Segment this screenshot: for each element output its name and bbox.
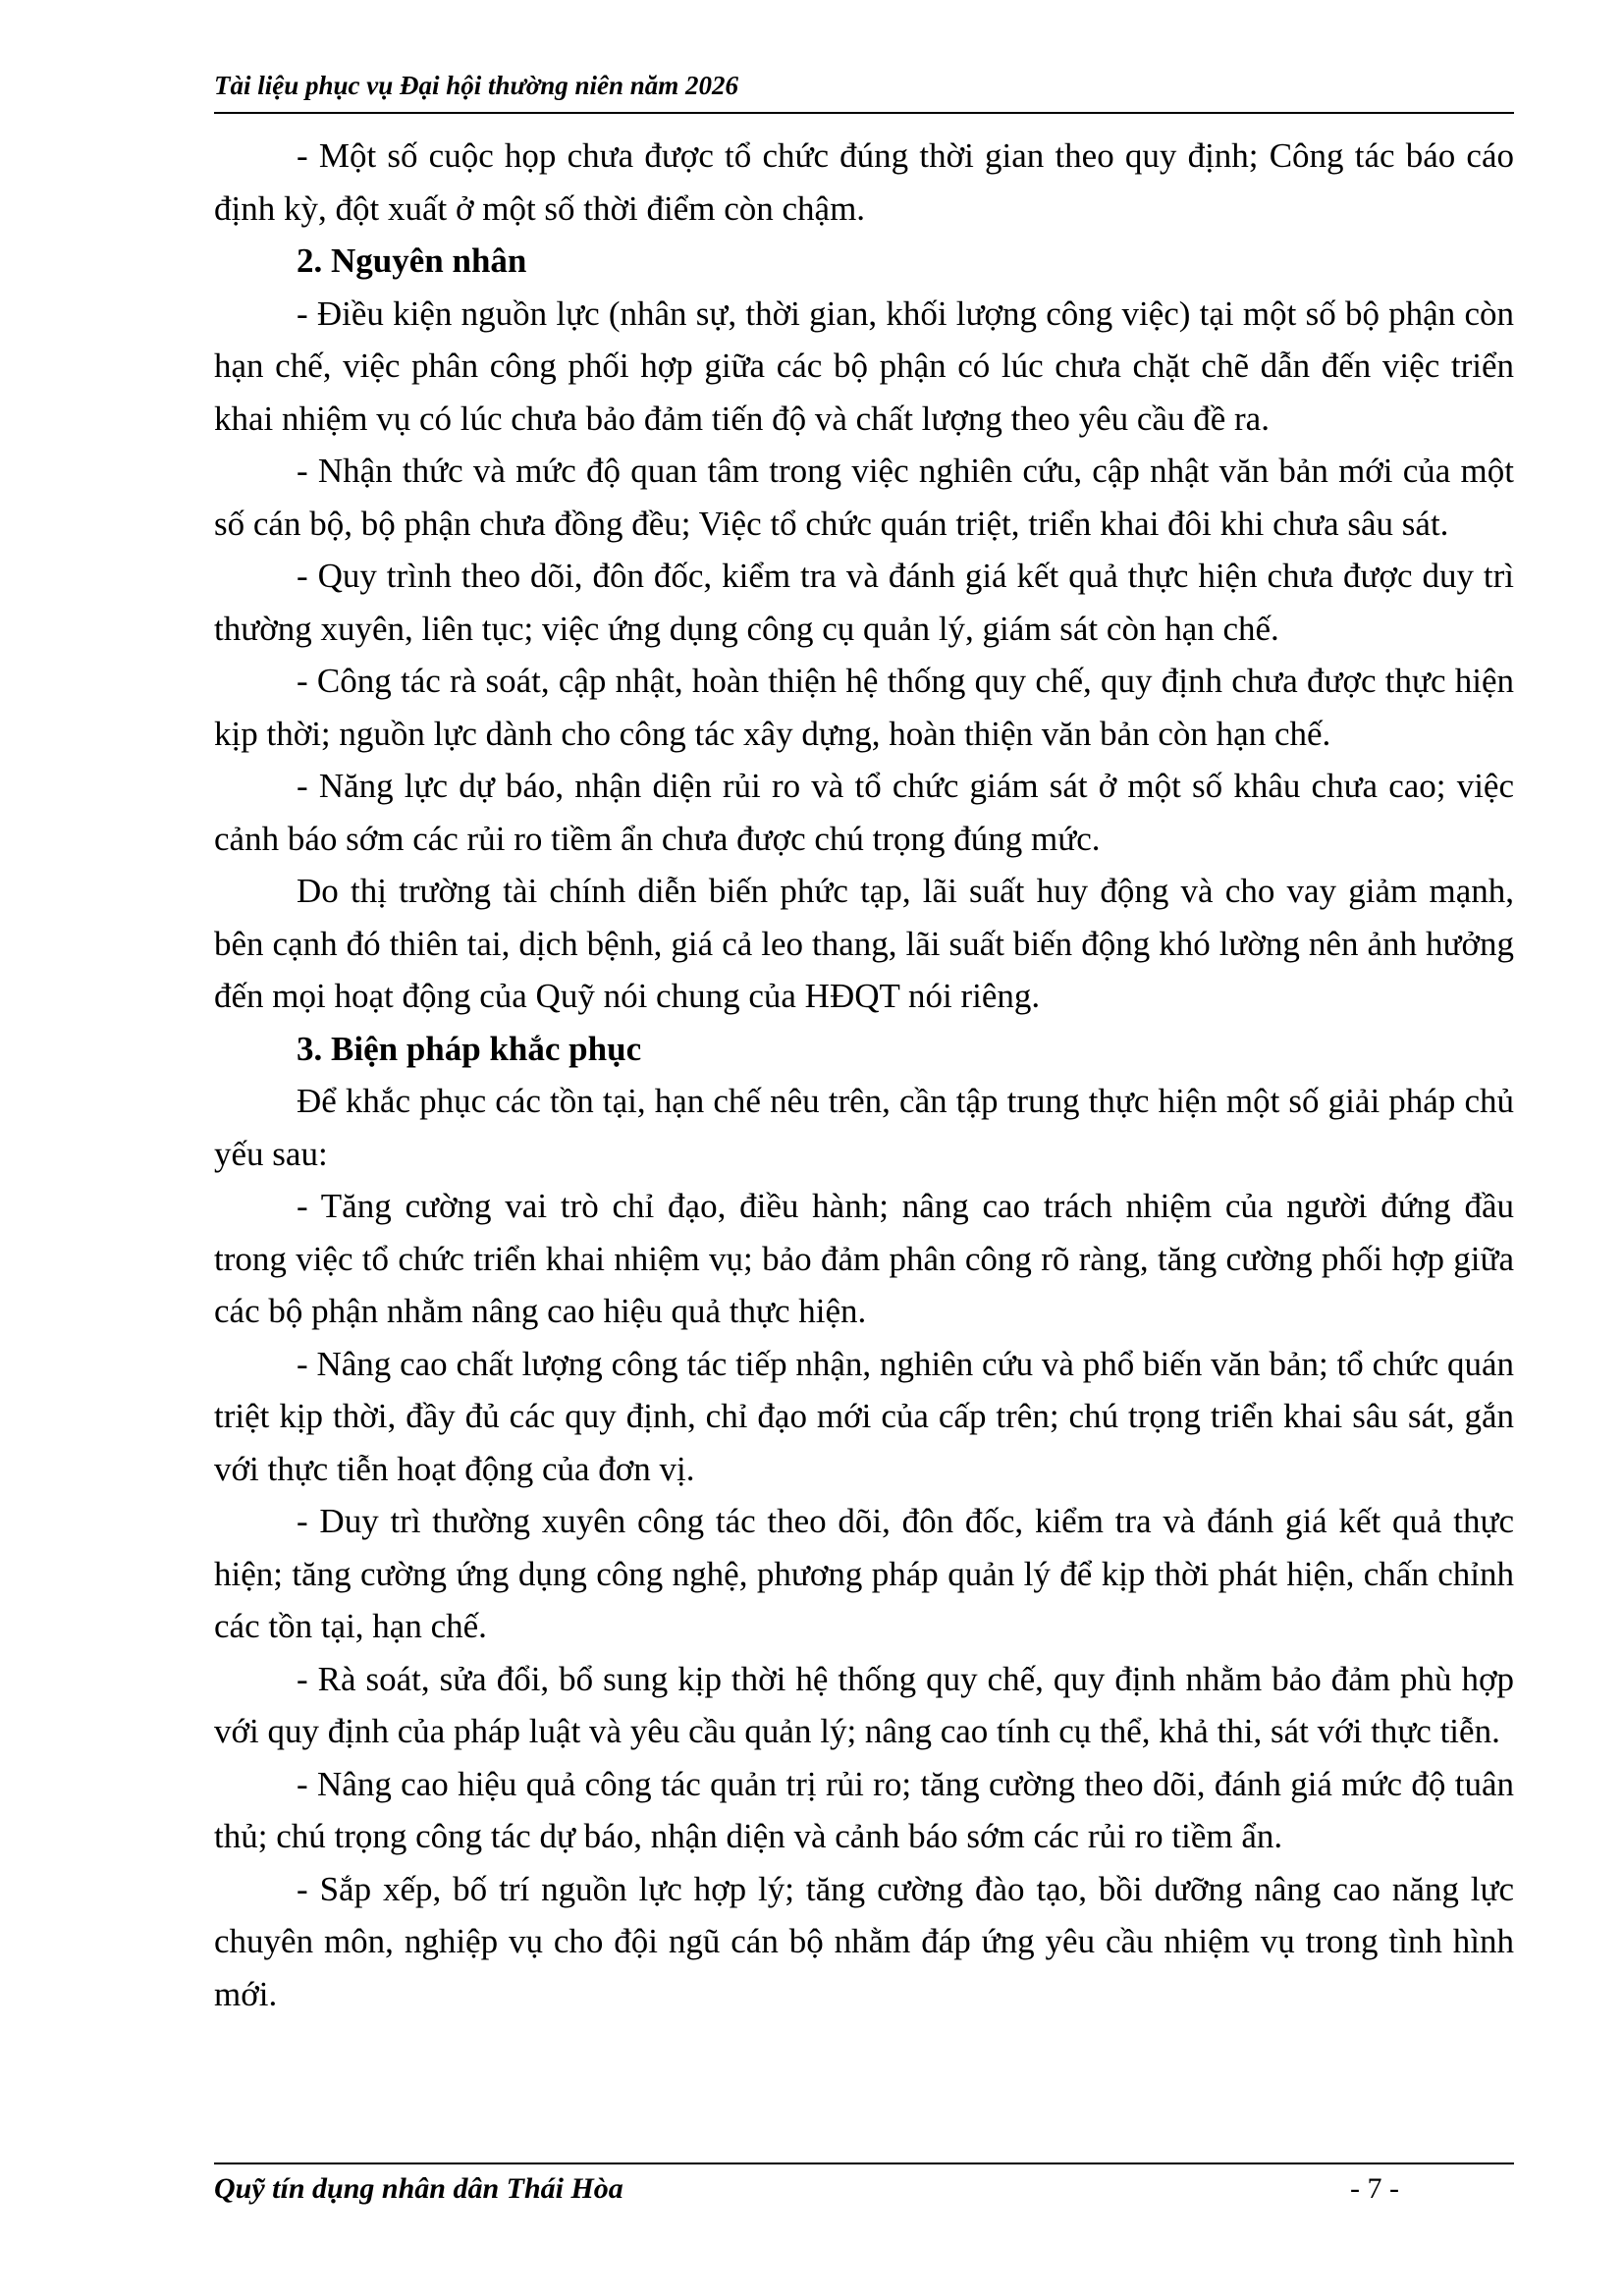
paragraph: - Công tác rà soát, cập nhật, hoàn thiện hệ thống quy chế, quy định chưa được thực hiện kịp thời; nguồn lực dành cho công tác xây dựng, hoàn thiện văn bản còn hạn chế.	[214, 662, 1514, 753]
paragraph: - Nâng cao chất lượng công tác tiếp nhận, nghiên cứu và phổ biến văn bản; tổ chức quán triệt kịp thời, đầy đủ các quy định, chỉ đạo mới của cấp trên; chú trọng triển khai sâu sát, gắn với thực tiễn hoạt động của đơn vị.	[214, 1344, 1514, 1488]
paragraph: - Nâng cao hiệu quả công tác quản trị rủi ro; tăng cường theo dõi, đánh giá mức độ tuân thủ; chú trọng công tác dự báo, nhận diện và cảnh báo sớm các rủi ro tiềm ẩn.	[214, 1764, 1514, 1855]
paragraph: - Năng lực dự báo, nhận diện rủi ro và tổ chức giám sát ở một số khâu chưa cao; việc cảnh báo sớm các rủi ro tiềm ẩn chưa được chú trọng đúng mức.	[214, 767, 1514, 858]
page-header-title: Tài liệu phục vụ Đại hội thường niên năm 2026	[214, 71, 739, 100]
paragraph: - Duy trì thường xuyên công tác theo dõi, đôn đốc, kiểm tra và đánh giá kết quả thực hiện; tăng cường ứng dụng công nghệ, phương pháp quản lý để kịp thời phát hiện, chấn chỉnh các tồn tại, hạn chế.	[214, 1502, 1514, 1645]
paragraph: - Tăng cường vai trò chỉ đạo, điều hành; nâng cao trách nhiệm của người đứng đầu trong việc tổ chức triển khai nhiệm vụ; bảo đảm phân công rõ ràng, tăng cường phối hợp giữa các bộ phận nhằm nâng cao hiệu quả thực hiện.	[214, 1187, 1514, 1330]
paragraph: Để khắc phục các tồn tại, hạn chế nêu trên, cần tập trung thực hiện một số giải pháp chủ yếu sau:	[214, 1082, 1514, 1173]
page-number: - 7 -	[1350, 2172, 1399, 2205]
paragraph: - Rà soát, sửa đổi, bổ sung kịp thời hệ thống quy chế, quy định nhằm bảo đảm phù hợp với quy định của pháp luật và yêu cầu quản lý; nâng cao tính cụ thể, khả thi, sát với thực tiễn.	[214, 1659, 1514, 1750]
paragraph: - Quy trình theo dõi, đôn đốc, kiểm tra và đánh giá kết quả thực hiện chưa được duy trì thường xuyên, liên tục; việc ứng dụng công cụ quản lý, giám sát còn hạn chế.	[214, 557, 1514, 648]
footer-divider	[214, 2163, 1514, 2164]
paragraph: Do thị trường tài chính diễn biến phức tạp, lãi suất huy động và cho vay giảm mạnh, bên cạnh đó thiên tai, dịch bệnh, giá cả leo thang, lãi suất biến động khó lường nên ảnh hưởng đến mọi hoạt động của Quỹ nói chung của HĐQT nói riêng.	[214, 872, 1514, 1015]
paragraph: - Điều kiện nguồn lực (nhân sự, thời gian, khối lượng công việc) tại một số bộ phận còn hạn chế, việc phân công phối hợp giữa các bộ phận có lúc chưa chặt chẽ dẫn đến việc triển khai nhiệm vụ có lúc chưa bảo đảm tiến độ và chất lượng theo yêu cầu đề ra.	[214, 294, 1514, 438]
header-divider	[214, 112, 1514, 114]
section-heading-remedies: 3. Biện pháp khắc phục	[297, 1029, 642, 1068]
document-body	[214, 130, 1514, 2020]
paragraph: - Nhận thức và mức độ quan tâm trong việc nghiên cứu, cập nhật văn bản mới của một số cán bộ, bộ phận chưa đồng đều; Việc tổ chức quán triệt, triển khai đôi khi chưa sâu sát.	[214, 452, 1514, 543]
section-heading-causes: 2. Nguyên nhân	[297, 241, 527, 280]
paragraph: - Sắp xếp, bố trí nguồn lực hợp lý; tăng cường đào tạo, bồi dưỡng nâng cao năng lực chuyên môn, nghiệp vụ cho đội ngũ cán bộ nhằm đáp ứng yêu cầu nhiệm vụ trong tình hình mới.	[214, 1869, 1514, 2013]
footer-organization: Quỹ tín dụng nhân dân Thái Hòa	[214, 2172, 623, 2205]
paragraph: - Một số cuộc họp chưa được tổ chức đúng thời gian theo quy định; Công tác báo cáo định kỳ, đột xuất ở một số thời điểm còn chậm.	[214, 136, 1514, 228]
